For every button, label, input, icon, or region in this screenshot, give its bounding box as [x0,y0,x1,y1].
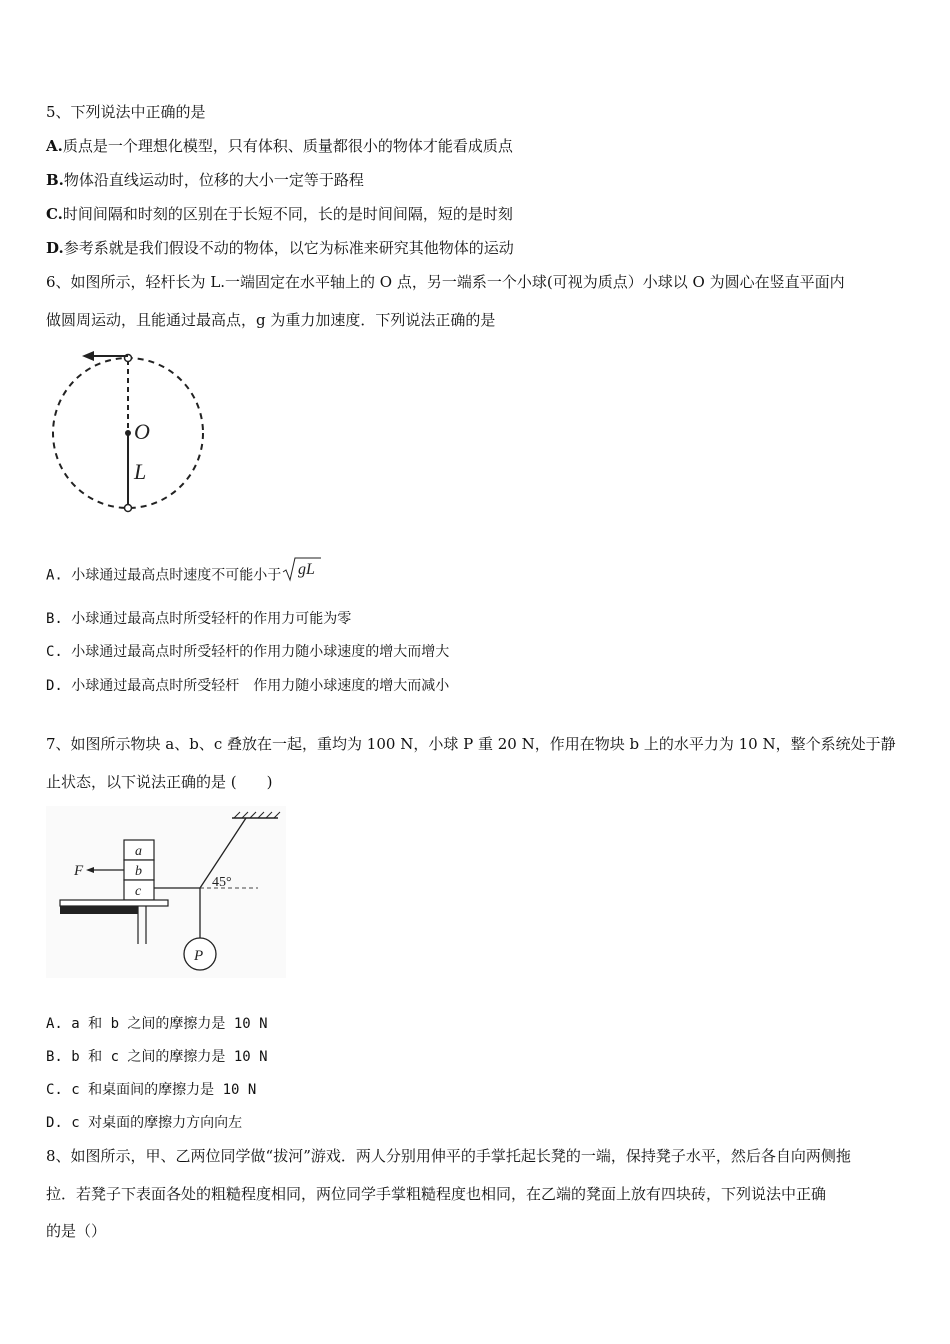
q6-stem-line2: 做圆周运动，且能通过最高点，g 为重力加速度．下列说法正确的是 [46,311,496,329]
q7-option-b: B. b 和 c 之间的摩擦力是 10 N [46,1049,268,1065]
q7-option-d: D. c 对桌面的摩擦力方向向左 [46,1115,243,1131]
q6-option-b: B. 小球通过最高点时所受轻杆的作用力可能为零 [46,611,352,627]
q7-option-c: C. c 和桌面间的摩擦力是 10 N [46,1082,257,1098]
table-top [60,900,168,906]
q6-circle-figure [48,348,218,518]
option-letter: D. [46,239,64,257]
q5-option-b [46,170,364,190]
option-letter: A. [46,137,63,155]
ball-bottom [125,505,132,512]
arrow-head-icon [82,351,94,361]
label-F: F [74,863,84,879]
q8-stem-line2: 拉．若凳子下表面各处的粗糙程度相同，两位同学手掌粗糙程度也相同，在乙端的凳面上放有四块砖，下列说法中正确 [46,1185,827,1203]
q5-option-a [46,136,513,156]
sqrt-radicand: gL [298,561,316,578]
q6-option-a [46,562,321,588]
option-text: 时间间隔和时刻的区别在于长短不同，长的是时间间隔，短的是时刻 [62,205,513,223]
pivot-point [125,430,131,436]
q6-option-c: C. 小球通过最高点时所受轻杆的作用力随小球速度的增大而增大 [46,644,450,660]
label-O: O [134,419,150,444]
q7-stem-line2: 止状态，以下说法正确的是 ( ) [46,773,273,791]
option-text: 物体沿直线运动时，位移的大小一定等于路程 [63,171,364,189]
label-angle: 45° [212,875,232,890]
q8-stem-line3: 的是（） [46,1222,107,1240]
option-letter: C. [46,205,63,223]
label-P: P [194,948,204,964]
option-text: A. 小球通过最高点时速度不可能小于 [46,567,282,584]
table-edge [60,906,138,914]
label-a: a [135,844,142,859]
label-b: b [135,864,142,879]
q7-blocks-figure [46,806,286,978]
figure-background [46,806,286,978]
q5-stem: 5、下列说法中正确的是 [46,103,206,121]
option-text: 参考系就是我们假设不动的物体，以它为标准来研究其他物体的运动 [63,239,514,257]
q8-stem-line1: 8、如图所示，甲、乙两位同学做“拔河”游戏．两人分别用伸平的手掌托起长凳的一端，保持凳子水平，然后各自向两侧拖 [46,1147,851,1165]
option-text: 质点是一个理想化模型，只有体积、质量都很小的物体才能看成质点 [62,137,513,155]
label-L: L [134,459,147,484]
label-c: c [135,884,142,899]
q7-option-a: A. a 和 b 之间的摩擦力是 10 N [46,1016,268,1032]
option-letter: B. [46,171,64,189]
q6-stem-line1: 6、如图所示，轻杆长为 L.一端固定在水平轴上的 O 点，另一端系一个小球(可视为质点）小球以 O 为圆心在竖直平面内 [46,273,845,291]
q5-option-d [46,238,514,258]
q5-option-c [46,204,513,224]
sqrt-symbol-icon [281,556,321,582]
q6-option-d: D. 小球通过最高点时所受轻杆 作用力随小球速度的增大而减小 [46,678,450,694]
sqrt-expression [281,556,321,582]
q7-stem-line1: 7、如图所示物块 a、b、c 叠放在一起，重均为 100 N，小球 P 重 20 N，作用在物块 b 上的水平力为 10 N，整个系统处于静 [46,735,896,753]
